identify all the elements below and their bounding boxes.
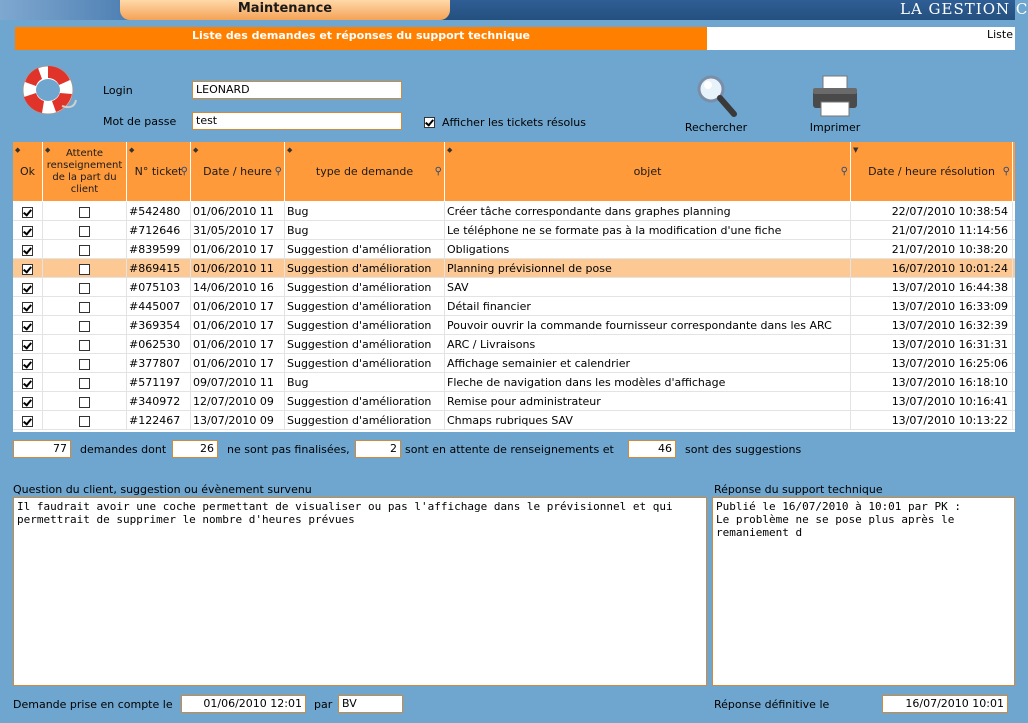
cell-attente bbox=[43, 335, 127, 354]
table-header bbox=[13, 142, 1015, 201]
ok-checkbox[interactable] bbox=[22, 226, 33, 237]
cell-type: Suggestion d'amélioration bbox=[285, 316, 445, 335]
cell-attente bbox=[43, 354, 127, 373]
ok-checkbox[interactable] bbox=[22, 416, 33, 427]
ok-checkbox[interactable] bbox=[22, 359, 33, 370]
cell-date: 01/06/2010 17 bbox=[191, 297, 285, 316]
table-row[interactable] bbox=[13, 297, 1015, 316]
col-ticket[interactable]: ◆ N° ticket ⚲ bbox=[127, 142, 191, 201]
cell-date: 01/06/2010 17 bbox=[191, 335, 285, 354]
cell-objet: Le téléphone ne se formate pas à la modification d'une fiche bbox=[445, 221, 851, 240]
cell-objet: Obligations bbox=[445, 240, 851, 259]
cell-ok bbox=[13, 392, 43, 411]
key-icon: ⚲ bbox=[1002, 166, 1010, 177]
col-objet[interactable]: ◆ objet ⚲ bbox=[445, 142, 851, 201]
cell-resolution: 13/07/2010 16:31:31 bbox=[851, 335, 1013, 354]
table-row[interactable] bbox=[13, 278, 1015, 297]
question-label: Question du client, suggestion ou évènement survenu bbox=[13, 483, 312, 496]
cell-ticket: #340972 bbox=[127, 392, 191, 411]
magnifier-icon bbox=[694, 72, 738, 118]
attente-checkbox[interactable] bbox=[79, 397, 90, 408]
total-count: 77 bbox=[13, 440, 71, 458]
cell-attente bbox=[43, 259, 127, 278]
cell-type: Suggestion d'amélioration bbox=[285, 335, 445, 354]
cell-objet: Pouvoir ouvrir la commande fournisseur correspondante dans les ARC bbox=[445, 316, 851, 335]
show-resolved-checkbox[interactable] bbox=[424, 117, 435, 128]
taken-date-field[interactable]: 01/06/2010 12:01 bbox=[181, 695, 306, 713]
attente-checkbox[interactable] bbox=[79, 321, 90, 332]
cell-date: 13/07/2010 09 bbox=[191, 411, 285, 430]
cell-type: Suggestion d'amélioration bbox=[285, 297, 445, 316]
cell-ticket: #869415 bbox=[127, 259, 191, 278]
cell-type: Suggestion d'amélioration bbox=[285, 392, 445, 411]
cell-date: 12/07/2010 09 bbox=[191, 392, 285, 411]
unfinished-count: 26 bbox=[172, 440, 218, 458]
cell-resolution: 13/07/2010 16:25:06 bbox=[851, 354, 1013, 373]
ok-checkbox[interactable] bbox=[22, 245, 33, 256]
cell-ok bbox=[13, 240, 43, 259]
cell-ticket: #075103 bbox=[127, 278, 191, 297]
attente-checkbox[interactable] bbox=[79, 226, 90, 237]
table-row[interactable] bbox=[13, 411, 1015, 430]
col-attente[interactable]: ◆ Attente renseignement de la part du client bbox=[43, 142, 127, 201]
ok-checkbox[interactable] bbox=[22, 397, 33, 408]
cell-attente bbox=[43, 278, 127, 297]
col-ok[interactable]: ◆ Ok bbox=[13, 142, 43, 201]
col-date[interactable]: ◆ Date / heure ⚲ bbox=[191, 142, 285, 201]
attente-checkbox[interactable] bbox=[79, 416, 90, 427]
table-row[interactable] bbox=[13, 392, 1015, 411]
sort-icon: ◆ bbox=[15, 146, 21, 154]
unfinished-label: ne sont pas finalisées, bbox=[227, 443, 350, 456]
col-type[interactable]: ◆ type de demande ⚲ bbox=[285, 142, 445, 201]
ok-checkbox[interactable] bbox=[22, 283, 33, 294]
cell-date: 01/06/2010 17 bbox=[191, 240, 285, 259]
table-row[interactable] bbox=[13, 240, 1015, 259]
show-resolved-label: Afficher les tickets résolus bbox=[442, 116, 586, 129]
attente-checkbox[interactable] bbox=[79, 283, 90, 294]
cell-ok bbox=[13, 278, 43, 297]
cell-attente bbox=[43, 202, 127, 221]
sort-icon: ◆ bbox=[129, 146, 135, 154]
sort-icon: ◆ bbox=[287, 146, 293, 154]
table-row[interactable] bbox=[13, 354, 1015, 373]
attente-checkbox[interactable] bbox=[79, 302, 90, 313]
total-label: demandes dont bbox=[80, 443, 167, 456]
response-label: Réponse du support technique bbox=[714, 483, 883, 496]
ok-checkbox[interactable] bbox=[22, 378, 33, 389]
by-label: par bbox=[314, 698, 333, 711]
cell-ok bbox=[13, 202, 43, 221]
cell-date: 01/06/2010 11 bbox=[191, 259, 285, 278]
cell-resolution: 21/07/2010 10:38:20 bbox=[851, 240, 1013, 259]
cell-objet: Chmaps rubriques SAV bbox=[445, 411, 851, 430]
password-label: Mot de passe bbox=[103, 115, 177, 128]
app-title: LA GESTION C bbox=[900, 0, 1028, 18]
login-label: Login bbox=[103, 84, 133, 97]
cell-date: 01/06/2010 11 bbox=[191, 202, 285, 221]
attente-checkbox[interactable] bbox=[79, 245, 90, 256]
table-row[interactable] bbox=[13, 335, 1015, 354]
waiting-label: sont en attente de renseignements et bbox=[405, 443, 614, 456]
table-row[interactable] bbox=[13, 259, 1015, 278]
cell-objet: ARC / Livraisons bbox=[445, 335, 851, 354]
cell-type: Suggestion d'amélioration bbox=[285, 259, 445, 278]
cell-ticket: #062530 bbox=[127, 335, 191, 354]
cell-ok bbox=[13, 411, 43, 430]
cell-ok bbox=[13, 335, 43, 354]
cell-attente bbox=[43, 316, 127, 335]
cell-attente bbox=[43, 297, 127, 316]
cell-ticket: #122467 bbox=[127, 411, 191, 430]
lifebuoy-icon bbox=[18, 60, 80, 118]
attente-checkbox[interactable] bbox=[79, 340, 90, 351]
key-icon: ⚲ bbox=[434, 166, 442, 177]
sort-icon: ◆ bbox=[45, 146, 51, 154]
cell-ticket: #369354 bbox=[127, 316, 191, 335]
section-title: Liste des demandes et réponses du support technique bbox=[15, 27, 707, 50]
cell-attente bbox=[43, 240, 127, 259]
col-resolution[interactable]: ▼ Date / heure résolution ⚲ bbox=[851, 142, 1013, 201]
question-textarea[interactable]: Il faudrait avoir une coche permettant de visualiser ou pas l'affichage dans le prévisionnel et qui permettrait de supprimer le nombre d'heures prévues bbox=[13, 497, 707, 686]
cell-resolution: 13/07/2010 16:32:39 bbox=[851, 316, 1013, 335]
sort-icon: ◆ bbox=[193, 146, 199, 154]
cell-ticket: #542480 bbox=[127, 202, 191, 221]
cell-objet: Fleche de navigation dans les modèles d'affichage bbox=[445, 373, 851, 392]
cell-type: Bug bbox=[285, 221, 445, 240]
cell-resolution: 13/07/2010 16:18:10 bbox=[851, 373, 1013, 392]
cell-resolution: 21/07/2010 11:14:56 bbox=[851, 221, 1013, 240]
top-bar bbox=[0, 0, 1028, 20]
key-icon: ⚲ bbox=[274, 166, 282, 177]
cell-objet: SAV bbox=[445, 278, 851, 297]
cell-resolution: 13/07/2010 10:16:41 bbox=[851, 392, 1013, 411]
cell-attente bbox=[43, 221, 127, 240]
attente-checkbox[interactable] bbox=[79, 359, 90, 370]
search-button[interactable] bbox=[680, 72, 752, 134]
table-row[interactable] bbox=[13, 221, 1015, 240]
final-date-field[interactable]: 16/07/2010 10:01 bbox=[882, 695, 1008, 713]
cell-resolution: 13/07/2010 16:33:09 bbox=[851, 297, 1013, 316]
taken-label: Demande prise en compte le bbox=[13, 698, 173, 711]
print-label: Imprimer bbox=[809, 121, 861, 134]
cell-attente bbox=[43, 392, 127, 411]
cell-type: Suggestion d'amélioration bbox=[285, 411, 445, 430]
sort-desc-icon: ▼ bbox=[853, 146, 859, 154]
key-icon: ⚲ bbox=[180, 166, 188, 177]
ok-checkbox[interactable] bbox=[22, 264, 33, 275]
cell-ok bbox=[13, 354, 43, 373]
cell-ticket: #571197 bbox=[127, 373, 191, 392]
response-textarea[interactable]: Publié le 16/07/2010 à 10:01 par PK : Le problème ne se pose plus après le remaniement d bbox=[712, 497, 1015, 686]
right-header-label: Liste bbox=[987, 28, 1013, 41]
attente-checkbox[interactable] bbox=[79, 264, 90, 275]
cell-date: 31/05/2010 17 bbox=[191, 221, 285, 240]
cell-objet: Détail financier bbox=[445, 297, 851, 316]
table-row[interactable] bbox=[13, 373, 1015, 392]
top-bar-decoration bbox=[0, 0, 140, 20]
print-button[interactable] bbox=[800, 74, 870, 134]
tickets-table bbox=[13, 142, 1015, 432]
cell-attente bbox=[43, 411, 127, 430]
password-field[interactable]: test bbox=[192, 112, 402, 130]
attente-checkbox[interactable] bbox=[79, 207, 90, 218]
right-header-bar bbox=[707, 27, 1015, 50]
cell-date: 14/06/2010 16 bbox=[191, 278, 285, 297]
cell-date: 01/06/2010 17 bbox=[191, 354, 285, 373]
ok-checkbox[interactable] bbox=[22, 340, 33, 351]
ok-checkbox[interactable] bbox=[22, 207, 33, 218]
cell-resolution: 16/07/2010 10:01:24 bbox=[851, 259, 1013, 278]
table-row[interactable] bbox=[13, 316, 1015, 335]
cell-resolution: 13/07/2010 16:44:38 bbox=[851, 278, 1013, 297]
cell-ok bbox=[13, 316, 43, 335]
ok-checkbox[interactable] bbox=[22, 321, 33, 332]
cell-resolution: 22/07/2010 10:38:54 bbox=[851, 202, 1013, 221]
by-field[interactable]: BV bbox=[338, 695, 403, 713]
printer-icon bbox=[809, 74, 861, 118]
tab-maintenance[interactable]: Maintenance bbox=[120, 0, 450, 20]
cell-ticket: #839599 bbox=[127, 240, 191, 259]
suggestions-count: 46 bbox=[628, 440, 676, 458]
final-label: Réponse définitive le bbox=[714, 698, 830, 711]
cell-objet: Affichage semainier et calendrier bbox=[445, 354, 851, 373]
login-field[interactable]: LEONARD bbox=[192, 81, 402, 99]
cell-objet: Planning prévisionnel de pose bbox=[445, 259, 851, 278]
cell-type: Bug bbox=[285, 202, 445, 221]
suggestions-label: sont des suggestions bbox=[685, 443, 802, 456]
cell-type: Suggestion d'amélioration bbox=[285, 278, 445, 297]
key-icon: ⚲ bbox=[840, 166, 848, 177]
cell-objet: Créer tâche correspondante dans graphes planning bbox=[445, 202, 851, 221]
cell-resolution: 13/07/2010 10:13:22 bbox=[851, 411, 1013, 430]
cell-ok bbox=[13, 259, 43, 278]
cell-ticket: #712646 bbox=[127, 221, 191, 240]
cell-date: 01/06/2010 17 bbox=[191, 316, 285, 335]
sort-icon: ◆ bbox=[447, 146, 453, 154]
cell-type: Bug bbox=[285, 373, 445, 392]
cell-ticket: #377807 bbox=[127, 354, 191, 373]
waiting-count: 2 bbox=[355, 440, 401, 458]
cell-ok bbox=[13, 221, 43, 240]
cell-type: Suggestion d'amélioration bbox=[285, 354, 445, 373]
cell-ok bbox=[13, 297, 43, 316]
cell-ticket: #445007 bbox=[127, 297, 191, 316]
attente-checkbox[interactable] bbox=[79, 378, 90, 389]
cell-ok bbox=[13, 373, 43, 392]
search-label: Rechercher bbox=[684, 121, 748, 134]
table-row[interactable] bbox=[13, 202, 1015, 221]
cell-type: Suggestion d'amélioration bbox=[285, 240, 445, 259]
cell-objet: Remise pour administrateur bbox=[445, 392, 851, 411]
cell-attente bbox=[43, 373, 127, 392]
ok-checkbox[interactable] bbox=[22, 302, 33, 313]
cell-date: 09/07/2010 11 bbox=[191, 373, 285, 392]
